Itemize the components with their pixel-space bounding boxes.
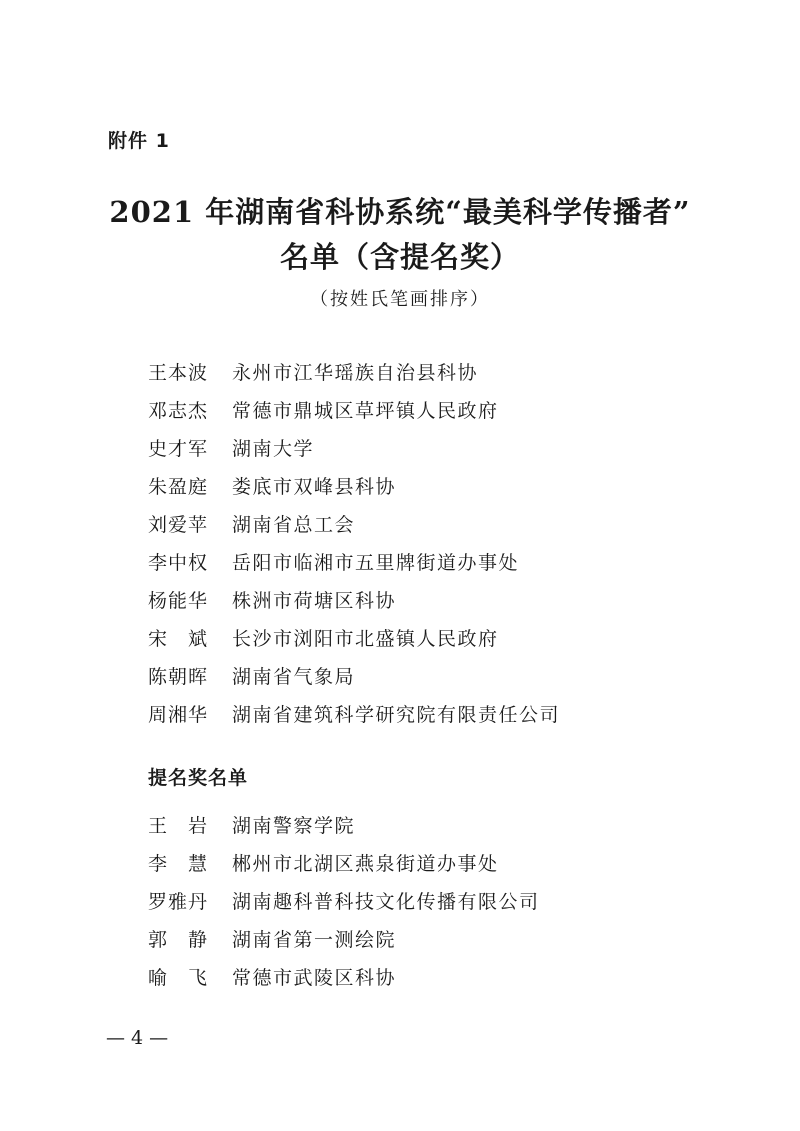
list-item xyxy=(148,352,560,390)
person-name: 刘爱苹 xyxy=(148,513,209,536)
person-name: 李中权 xyxy=(148,551,209,574)
organization: 常德市武陵区科协 xyxy=(232,966,397,989)
organization: 郴州市北湖区燕泉街道办事处 xyxy=(232,852,499,875)
organization: 湖南省气象局 xyxy=(232,665,356,688)
person-name: 杨能华 xyxy=(148,589,209,612)
organization: 株洲市荷塘区科协 xyxy=(232,589,397,612)
list-item xyxy=(148,805,540,843)
organization: 永州市江华瑶族自治县科协 xyxy=(232,361,479,384)
list-item xyxy=(148,843,540,881)
list-item xyxy=(148,656,560,694)
organization: 湖南省第一测绘院 xyxy=(232,928,397,951)
person-name: 王 岩 xyxy=(148,814,209,837)
person-name: 陈朝晖 xyxy=(148,665,209,688)
nomination-heading: 提名奖名单 xyxy=(148,767,249,789)
sort-note: （按姓氏笔画排序） xyxy=(310,289,490,310)
person-name: 邓志杰 xyxy=(148,399,209,422)
organization: 娄底市双峰县科协 xyxy=(232,475,397,498)
organization: 长沙市浏阳市北盛镇人民政府 xyxy=(232,627,499,650)
list-item xyxy=(148,694,560,732)
document-title-line-1: 2021 年湖南省科协系统“最美科学传播者” xyxy=(109,195,691,229)
person-name: 史才军 xyxy=(148,437,209,460)
document-title-line-2: 名单（含提名奖） xyxy=(279,240,520,274)
organization: 湖南省总工会 xyxy=(232,513,356,536)
list-item xyxy=(148,919,540,957)
list-item xyxy=(148,542,560,580)
person-name: 李 慧 xyxy=(148,852,209,875)
list-item xyxy=(148,881,540,919)
organization: 岳阳市临湘市五里牌街道办事处 xyxy=(232,551,520,574)
list-item xyxy=(148,618,560,656)
person-name: 王本波 xyxy=(148,361,209,384)
list-item xyxy=(148,390,560,428)
organization: 湖南趣科普科技文化传播有限公司 xyxy=(232,890,540,913)
person-name: 喻 飞 xyxy=(148,966,209,989)
list-item xyxy=(148,580,560,618)
list-item xyxy=(148,466,560,504)
list-item xyxy=(148,504,560,542)
awardee-list xyxy=(148,352,560,732)
person-name: 郭 静 xyxy=(148,928,209,951)
list-item xyxy=(148,428,560,466)
organization: 湖南大学 xyxy=(232,437,315,460)
organization: 湖南警察学院 xyxy=(232,814,356,837)
list-item xyxy=(148,957,540,995)
person-name: 罗雅丹 xyxy=(148,890,209,913)
person-name: 周湘华 xyxy=(148,703,209,726)
organization: 常德市鼎城区草坪镇人民政府 xyxy=(232,399,499,422)
person-name: 宋 斌 xyxy=(148,627,209,650)
person-name: 朱盈庭 xyxy=(148,475,209,498)
page-number: — 4 — xyxy=(106,1027,169,1049)
nomination-list xyxy=(148,805,540,995)
organization: 湖南省建筑科学研究院有限责任公司 xyxy=(232,703,561,726)
attachment-label: 附件 1 xyxy=(108,130,170,152)
